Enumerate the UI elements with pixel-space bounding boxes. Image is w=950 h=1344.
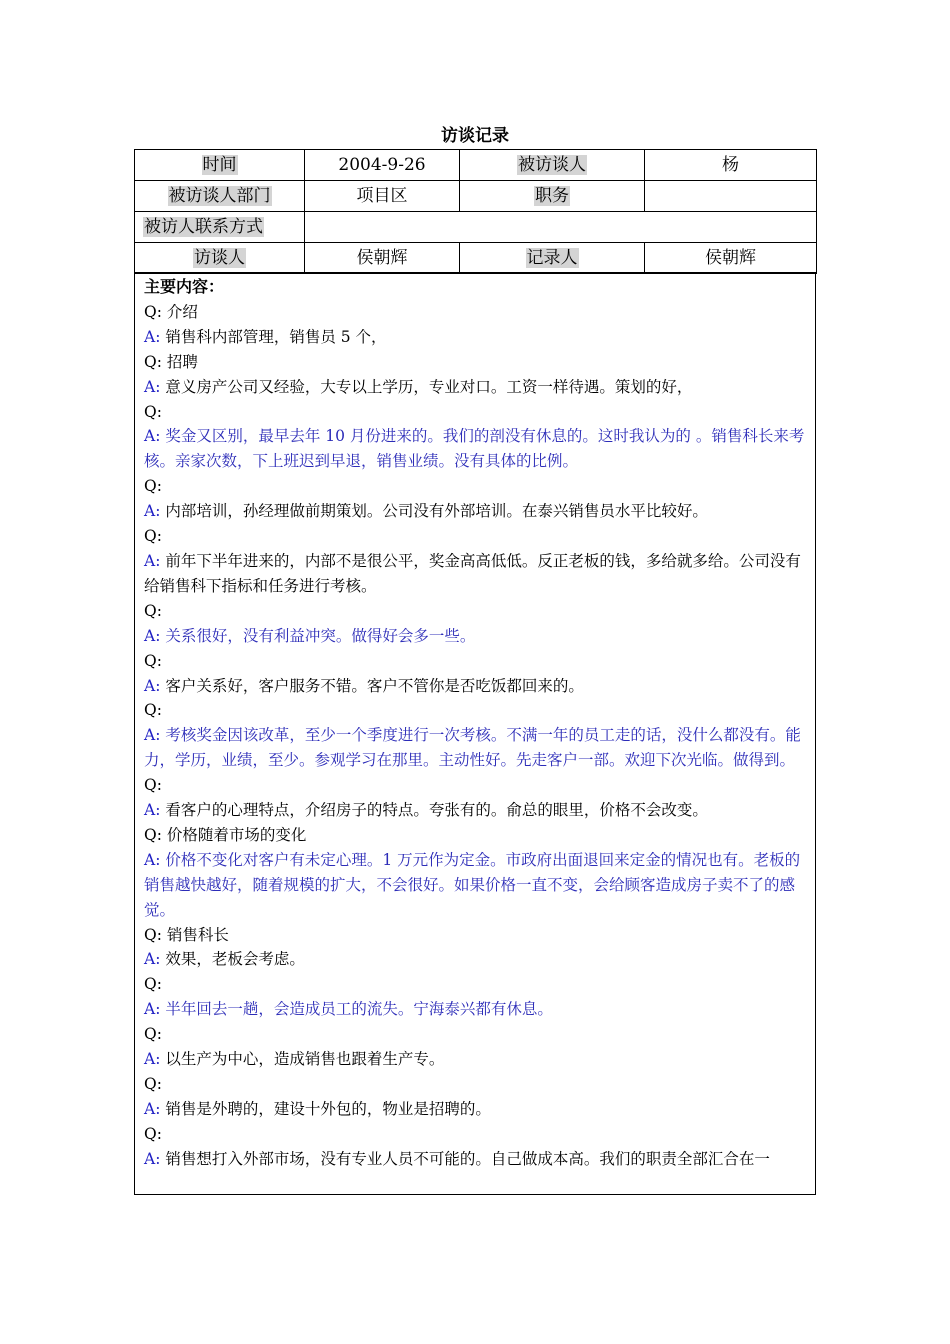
main-content-heading: 主要内容：: [144, 277, 225, 296]
position-label: 职务: [535, 186, 569, 206]
contact-label: 被访人联系方式: [144, 217, 263, 237]
recorder-label-cell: [460, 243, 645, 274]
question-line: Q: 招聘: [144, 352, 198, 371]
answer-line: [144, 499, 807, 524]
answer-prefix: A:: [144, 1000, 166, 1019]
answer-prefix: A:: [144, 1149, 166, 1168]
question-line: Q:: [144, 701, 162, 720]
department-label-cell: [135, 181, 305, 212]
answer-prefix: A:: [144, 502, 166, 521]
answer-line: [144, 798, 807, 823]
answer-prefix: A:: [144, 626, 166, 645]
answer-text: 考核奖金因该改革，至少一个季度进行一次考核。不满一年的员工走的话，没什么都没有。能力，学历，业绩，至少。参观学习在那里。主动性好。先走客户一部。欢迎下次光临。做得到。: [144, 726, 801, 770]
interviewee-value: 杨: [645, 150, 817, 181]
answer-text: 客户关系好，客户服务不错。客户不管你是否吃饭都回来的。: [165, 676, 584, 695]
question-line: Q:: [144, 477, 162, 496]
answer-prefix: A:: [144, 950, 166, 969]
department-label: 被访谈人部门: [168, 186, 271, 206]
answer-line: [144, 325, 807, 350]
answer-prefix: A:: [144, 801, 166, 820]
answer-line: [144, 997, 807, 1022]
answer-text: 效果，老板会考虑。: [165, 950, 305, 969]
answer-text: 价格不变化对客户有未定心理。1 万元作为定金。市政府出面退回来定金的情况也有。老板的销售越快越好，随着规模的扩大，不会很好。如果价格一直不变，会给顾客造成房子卖不了的感觉。: [144, 850, 801, 919]
contact-label-cell: [135, 212, 305, 243]
question-line: Q: 价格随着市场的变化: [144, 825, 307, 844]
question-line: Q:: [144, 1025, 162, 1044]
page-bottom-margin: [0, 1195, 950, 1344]
recorder-value: 侯朝辉: [645, 243, 817, 274]
time-label: 时间: [202, 155, 237, 175]
time-value: 2004-9-26: [305, 150, 460, 181]
interviewee-label: 被访谈人: [518, 155, 586, 175]
answer-line: [144, 1147, 807, 1172]
info-row-time: [135, 150, 817, 181]
info-row-interviewer: [135, 243, 817, 274]
position-label-cell: [460, 181, 645, 212]
answer-prefix: A:: [144, 427, 166, 446]
answer-prefix: A:: [144, 377, 166, 396]
answer-line: [144, 848, 807, 923]
time-label-cell: [135, 150, 305, 181]
question-line: Q:: [144, 1075, 162, 1093]
answer-line: [144, 1047, 807, 1072]
answer-line: [144, 549, 807, 599]
question-line: Q:: [144, 1124, 162, 1143]
question-line: Q: 介绍: [144, 302, 198, 321]
answer-prefix: A:: [144, 850, 166, 869]
answer-line: [144, 424, 807, 474]
page-title: 访谈记录: [441, 126, 509, 146]
answer-line: [144, 624, 807, 649]
answer-line: [144, 375, 807, 400]
question-line: Q:: [144, 651, 162, 670]
answer-text: 看客户的心理特点，介绍房子的特点。夸张有的。俞总的眼里，价格不会改变。: [165, 801, 708, 820]
answer-prefix: A:: [144, 1050, 166, 1069]
interviewer-label-cell: [135, 243, 305, 274]
interviewee-label-cell: [460, 150, 645, 181]
answer-text: 内部培训，孙经理做前期策划。公司没有外部培训。在泰兴销售员水平比较好。: [165, 502, 708, 521]
answer-prefix: A:: [144, 726, 166, 745]
position-value: [645, 181, 817, 212]
answer-text: 关系很好，没有利益冲突。做得好会多一些。: [165, 626, 476, 645]
recorder-label: 记录人: [526, 248, 578, 268]
question-line: Q:: [144, 402, 162, 421]
answer-text: 奖金又区别，最早去年 10 月份进来的。我们的剖没有休息的。这时我认为的 。销售科长来考核。亲家次数，下上班迟到早退，销售业绩。没有具体的比例。: [144, 427, 805, 471]
contact-value: [305, 212, 817, 243]
question-line: Q: 销售科长: [144, 925, 229, 944]
answer-line: [144, 723, 807, 773]
question-line: Q:: [144, 527, 162, 546]
content-bottom-border: [134, 1194, 816, 1195]
answer-prefix: A:: [144, 676, 166, 695]
interviewer-value: 侯朝辉: [305, 243, 460, 274]
answer-text: 半年回去一趟，会造成员工的流失。宁海泰兴都有休息。: [165, 1000, 553, 1019]
answer-text: 销售是外聘的，建设十外包的，物业是招聘的。: [165, 1099, 491, 1118]
interview-info-table: [134, 149, 817, 274]
interviewer-label: 访谈人: [194, 248, 245, 268]
question-line: Q:: [144, 776, 162, 795]
question-line: Q:: [144, 601, 162, 620]
info-row-department: [135, 181, 817, 212]
info-row-contact: [135, 212, 817, 243]
main-content: [135, 273, 815, 1172]
answer-text: 销售想打入外部市场，没有专业人员不可能的。自己做成本高。我们的职责全部汇合在一: [165, 1149, 770, 1168]
answer-prefix: A:: [144, 327, 166, 346]
answer-line: [144, 1097, 807, 1122]
main-content-box: [134, 272, 816, 1344]
answer-text: 以生产为中心，造成销售也跟着生产专。: [165, 1050, 445, 1069]
answer-line: [144, 947, 807, 972]
answer-text: 前年下半年进来的，内部不是很公平，奖金高高低低。反正老板的钱，多给就多给。公司没有给销售科下指标和任务进行考核。: [144, 551, 801, 595]
answer-prefix: A:: [144, 551, 166, 570]
answer-text: 销售科内部管理，销售员 5 个，: [165, 327, 387, 346]
answer-text: 意义房产公司又经验，大专以上学历，专业对口。工资一样待遇。策划的好，: [165, 377, 693, 396]
department-value: 项目区: [305, 181, 460, 212]
answer-prefix: A:: [144, 1099, 166, 1118]
question-line: Q:: [144, 975, 162, 994]
answer-line: [144, 674, 807, 699]
